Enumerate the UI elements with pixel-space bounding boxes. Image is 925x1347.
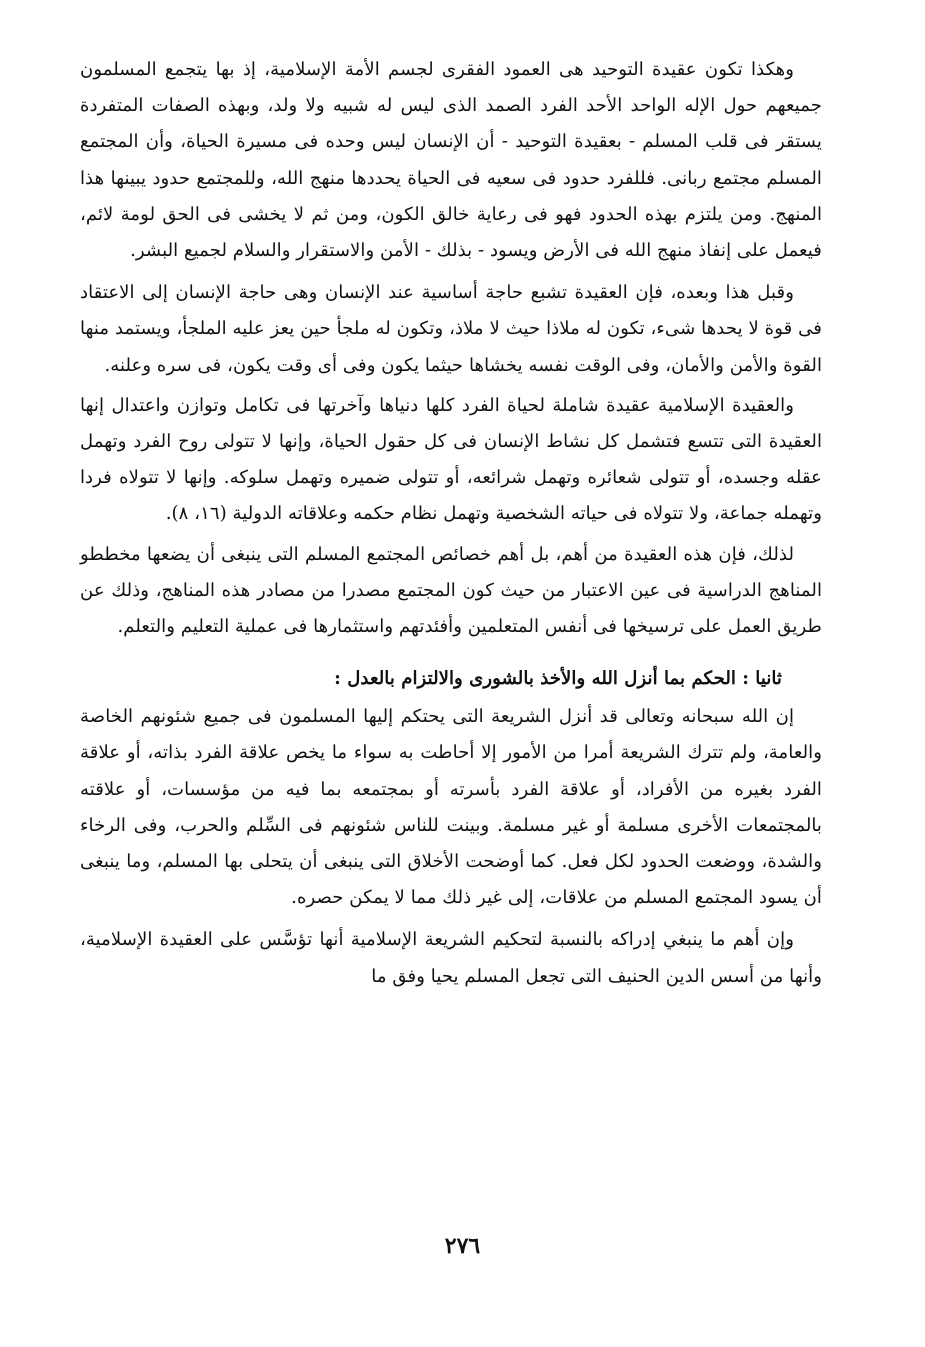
paragraph-comprehensive-creed: والعقيدة الإسلامية عقيدة شاملة لحياة الفرد كلها دنياها وآخرتها فى تكامل وتوازن واعتدال إنها العقيدة التى تتسع فتشمل كل نشاط الإنسان فى كل حقول الحياة، وإنها لا تتولى روح الفرد وتهمل عقله وجسده، أو تتولى شعائره وتهمل شرائعه، أو تتولى ضميره وتهمل سلوكه. وإنها لا تتولاه فردا وتهمله جماعة، ولا تتولاه فى حياته الشخصية وتهمل نظام حكمه وعلاقاته الدولية (١٦، ٨).: [80, 394, 822, 525]
page-number: ٢٧٦: [444, 1233, 481, 1259]
page-body: [80, 52, 822, 1292]
paragraph-curriculum: لذلك، فإن هذه العقيدة من أهم، بل أهم خصائص المجتمع المسلم التى ينبغى أن يضعها مخططو المناهج الدراسية فى عين الاعتبار من حيث كون المجتمع مصدرا من مصادر هذه المناهج، وذلك عن طريق العمل على ترسيخها فى أنفس المتعلمين وأفئدتهم واستثمارها فى عملية التعليم والتعلم.: [80, 543, 822, 638]
paragraph-sharia-foundation: وإن أهم ما ينبغي إدراكه بالنسبة لتحكيم الشريعة الإسلامية أنها تؤسَّس على العقيدة الإسلامية، وأنها من أسس الدين الحنيف التى تجعل المسلم يحيا وفق ما: [80, 929, 822, 987]
section-heading: ثانيا : الحكم بما أنزل الله والأخذ بالشورى والالتزام بالعدل :: [334, 668, 782, 690]
paragraph-human-need: وقبل هذا وبعده، فإن العقيدة تشبع حاجة أساسية عند الإنسان وهى حاجة الإنسان إلى الاعتقاد فى قوة لا يحدها شىء، تكون له ملاذا حيث لا ملاذ، وتكون له ملجأ حين يعز عليه الملجأ، ويستمد منها القوة والأمن والأمان، وفى الوقت نفسه يخشاها حيثما يكون وفى أى وقت يكون، فى سره وعلنه.: [80, 282, 822, 376]
paragraph-sharia: إن الله سبحانه وتعالى قد أنزل الشريعة التى يحتكم إليها المسلمون فى جميع شئونهم الخاصة والعامة، ولم تترك الشريعة أمرا من الأمور إلا أحاطت به سواء ما يخص علاقة الفرد بذاته، أو علاقة الفرد بغيره من الأفراد، أو علاقة الفرد بأسرته أو بمجتمعه بما فيه من مؤسسات، أو علاقته بالمجتمعات الأخرى مسلمة أو غير مسلمة. وبينت للناس شئونهم فى السِّلم والحرب، وفى الرخاء والشدة، ووضعت الحدود لكل فعل. كما أوضحت الأخلاق التى ينبغى أن يتحلى بها المسلم، وما ينبغى أن يسود المجتمع المسلم من علاقات، إلى غير ذلك مما لا يمكن حصره.: [80, 706, 822, 909]
paragraph-tawhid: وهكذا تكون عقيدة التوحيد هى العمود الفقرى لجسم الأمة الإسلامية، إذ بها يتجمع المسلمون جميعهم حول الإله الواحد الأحد الفرد الصمد الذى ليس له شبيه ولا ولد، وبهذه الصفات المتفردة يستقر فى قلب المسلم - بعقيدة التوحيد - أن الإنسان ليس وحده فى مسيرة الحياة، وأن المجتمع المسلم مجتمع ربانى. فللفرد حدود فى سعيه فى الحياة يحددها منهج الله، وللمجتمع حدود يبينها هذا المنهج. ومن يلتزم بهذه الحدود فهو فى رعاية خالق الكون، ومن ثم لا يخشى فى الحق لومة لائم، فيعمل على إنفاذ منهج الله فى الأرض ويسود - بذلك - الأمن والاستقرار والسلام لجميع البشر.: [80, 59, 822, 262]
